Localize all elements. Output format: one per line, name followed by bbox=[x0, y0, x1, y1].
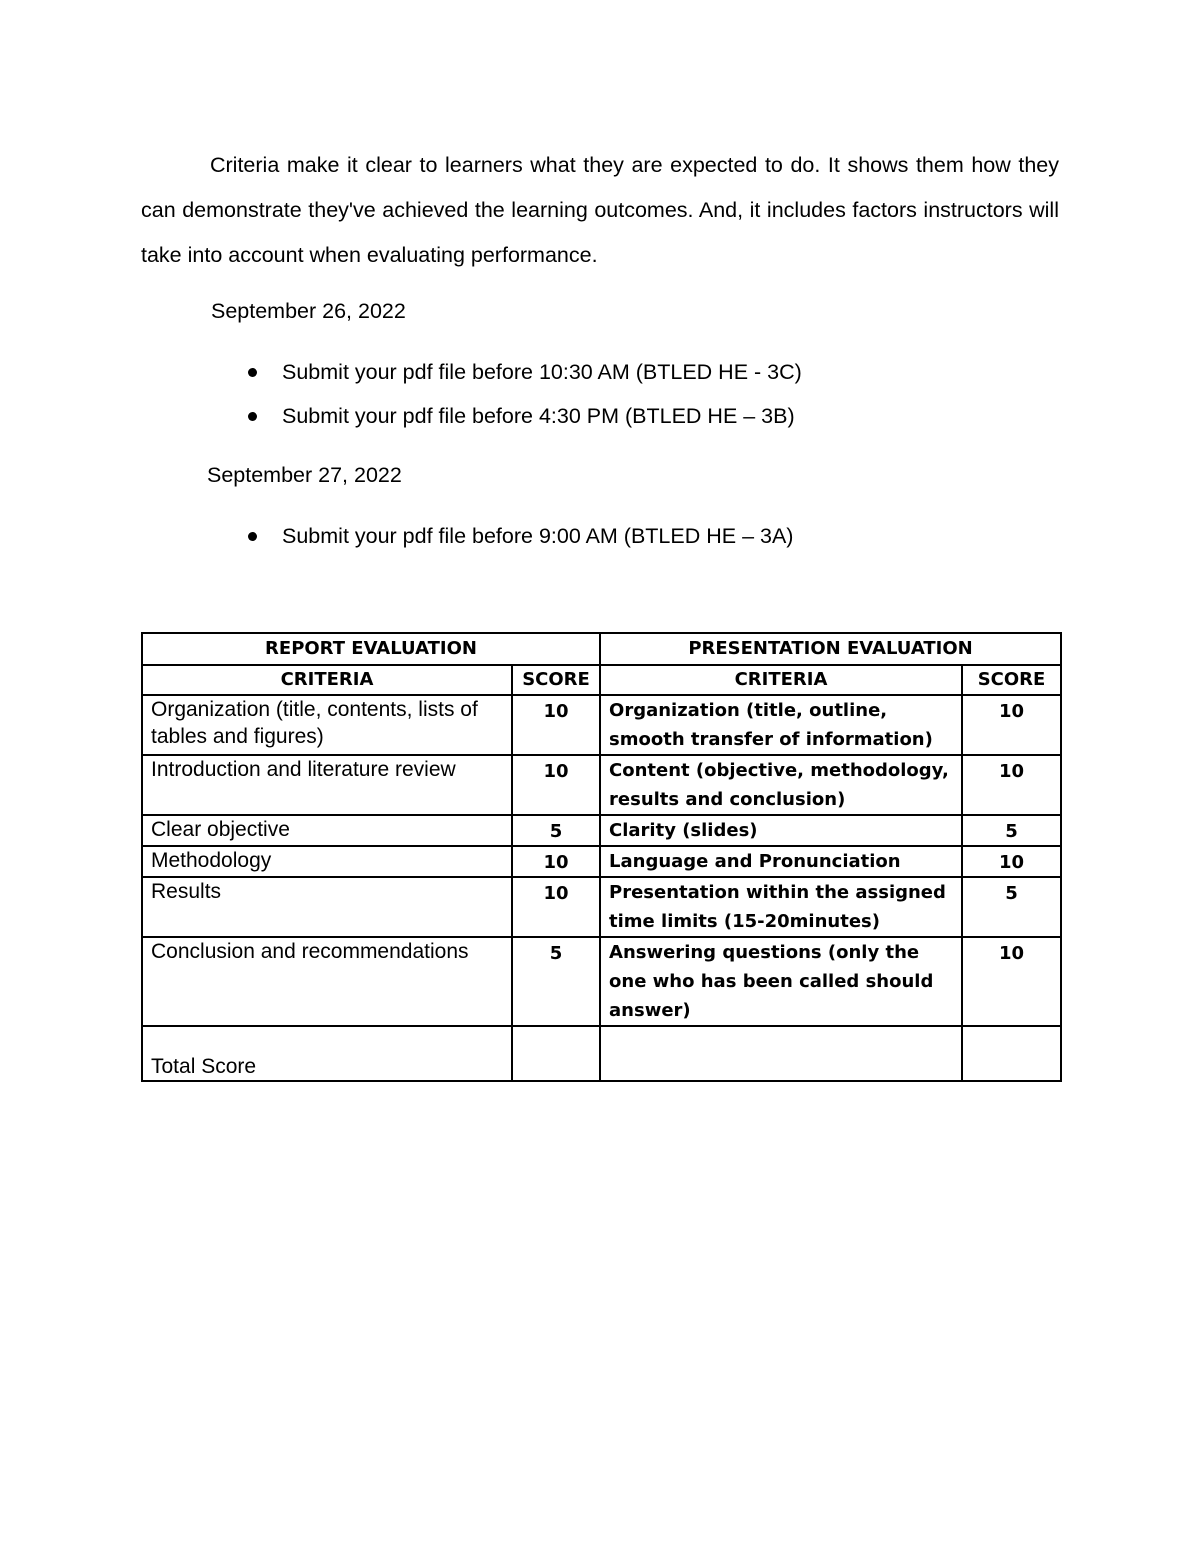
report-score-cell: 5 bbox=[512, 937, 600, 1026]
presentation-criteria-cell: Content (objective, methodology, results and conclusion) bbox=[600, 755, 962, 815]
report-total-score-cell[interactable] bbox=[512, 1026, 600, 1081]
presentation-evaluation-header: PRESENTATION EVALUATION bbox=[600, 633, 1061, 665]
presentation-score-cell: 10 bbox=[962, 937, 1061, 1026]
bullet-icon bbox=[248, 532, 257, 541]
submission-deadline: Submit your pdf file before 9:00 AM (BTLED HE – 3A) bbox=[282, 524, 794, 548]
presentation-criteria-header: CRITERIA bbox=[600, 665, 962, 695]
intro-paragraph: Criteria make it clear to learners what they are expected to do. It shows them how they can demonstrate they've achieved the learning outcomes. And, it includes factors instructors will take into account when evaluating performance. bbox=[141, 153, 1059, 267]
presentation-criteria-cell: Presentation within the assigned time limits (15-20minutes) bbox=[600, 877, 962, 937]
report-score-cell: 10 bbox=[512, 695, 600, 755]
evaluation-table bbox=[141, 632, 1062, 1082]
report-evaluation-header: REPORT EVALUATION bbox=[142, 633, 600, 665]
list-item bbox=[246, 401, 802, 445]
submission-deadline: Submit your pdf file before 10:30 AM (BTLED HE - 3C) bbox=[282, 360, 802, 384]
schedule-date: September 26, 2022 bbox=[211, 299, 406, 323]
presentation-score-cell: 10 bbox=[962, 755, 1061, 815]
table-header-row bbox=[142, 633, 1061, 665]
report-criteria-cell: Introduction and literature review bbox=[142, 755, 512, 815]
report-criteria-cell: Clear objective bbox=[142, 815, 512, 846]
presentation-criteria-cell: Language and Pronunciation bbox=[600, 846, 962, 877]
presentation-score-cell: 5 bbox=[962, 815, 1061, 846]
list-item bbox=[246, 521, 793, 565]
report-criteria-cell: Organization (title, contents, lists of tables and figures) bbox=[142, 695, 512, 755]
presentation-score-header: SCORE bbox=[962, 665, 1061, 695]
report-criteria-cell: Methodology bbox=[142, 846, 512, 877]
presentation-criteria-cell: Clarity (slides) bbox=[600, 815, 962, 846]
report-score-cell: 10 bbox=[512, 755, 600, 815]
presentation-criteria-cell: Organization (title, outline, smooth transfer of information) bbox=[600, 695, 962, 755]
submission-list bbox=[246, 357, 802, 445]
table-subheader-row bbox=[142, 665, 1061, 695]
table-row bbox=[142, 846, 1061, 877]
schedule-date: September 27, 2022 bbox=[207, 463, 402, 487]
table-row bbox=[142, 755, 1061, 815]
presentation-total-criteria-cell bbox=[600, 1026, 962, 1081]
submission-list bbox=[246, 521, 793, 565]
table-row bbox=[142, 695, 1061, 755]
presentation-criteria-cell: Answering questions (only the one who has been called should answer) bbox=[600, 937, 962, 1026]
bullet-icon bbox=[248, 368, 257, 377]
presentation-total-score-cell[interactable] bbox=[962, 1026, 1061, 1081]
report-criteria-cell: Results bbox=[142, 877, 512, 937]
bullet-icon bbox=[248, 412, 257, 421]
table-row bbox=[142, 815, 1061, 846]
report-criteria-cell: Conclusion and recommendations bbox=[142, 937, 512, 1026]
report-score-cell: 10 bbox=[512, 877, 600, 937]
table-row bbox=[142, 877, 1061, 937]
report-score-cell: 10 bbox=[512, 846, 600, 877]
report-score-cell: 5 bbox=[512, 815, 600, 846]
report-criteria-header: CRITERIA bbox=[142, 665, 512, 695]
presentation-score-cell: 10 bbox=[962, 846, 1061, 877]
table-row bbox=[142, 937, 1061, 1026]
list-item bbox=[246, 357, 802, 401]
presentation-score-cell: 10 bbox=[962, 695, 1061, 755]
submission-deadline: Submit your pdf file before 4:30 PM (BTLED HE – 3B) bbox=[282, 404, 795, 428]
total-score-label: Total Score bbox=[142, 1026, 512, 1081]
total-score-row bbox=[142, 1026, 1061, 1081]
presentation-score-cell: 5 bbox=[962, 877, 1061, 937]
report-score-header: SCORE bbox=[512, 665, 600, 695]
